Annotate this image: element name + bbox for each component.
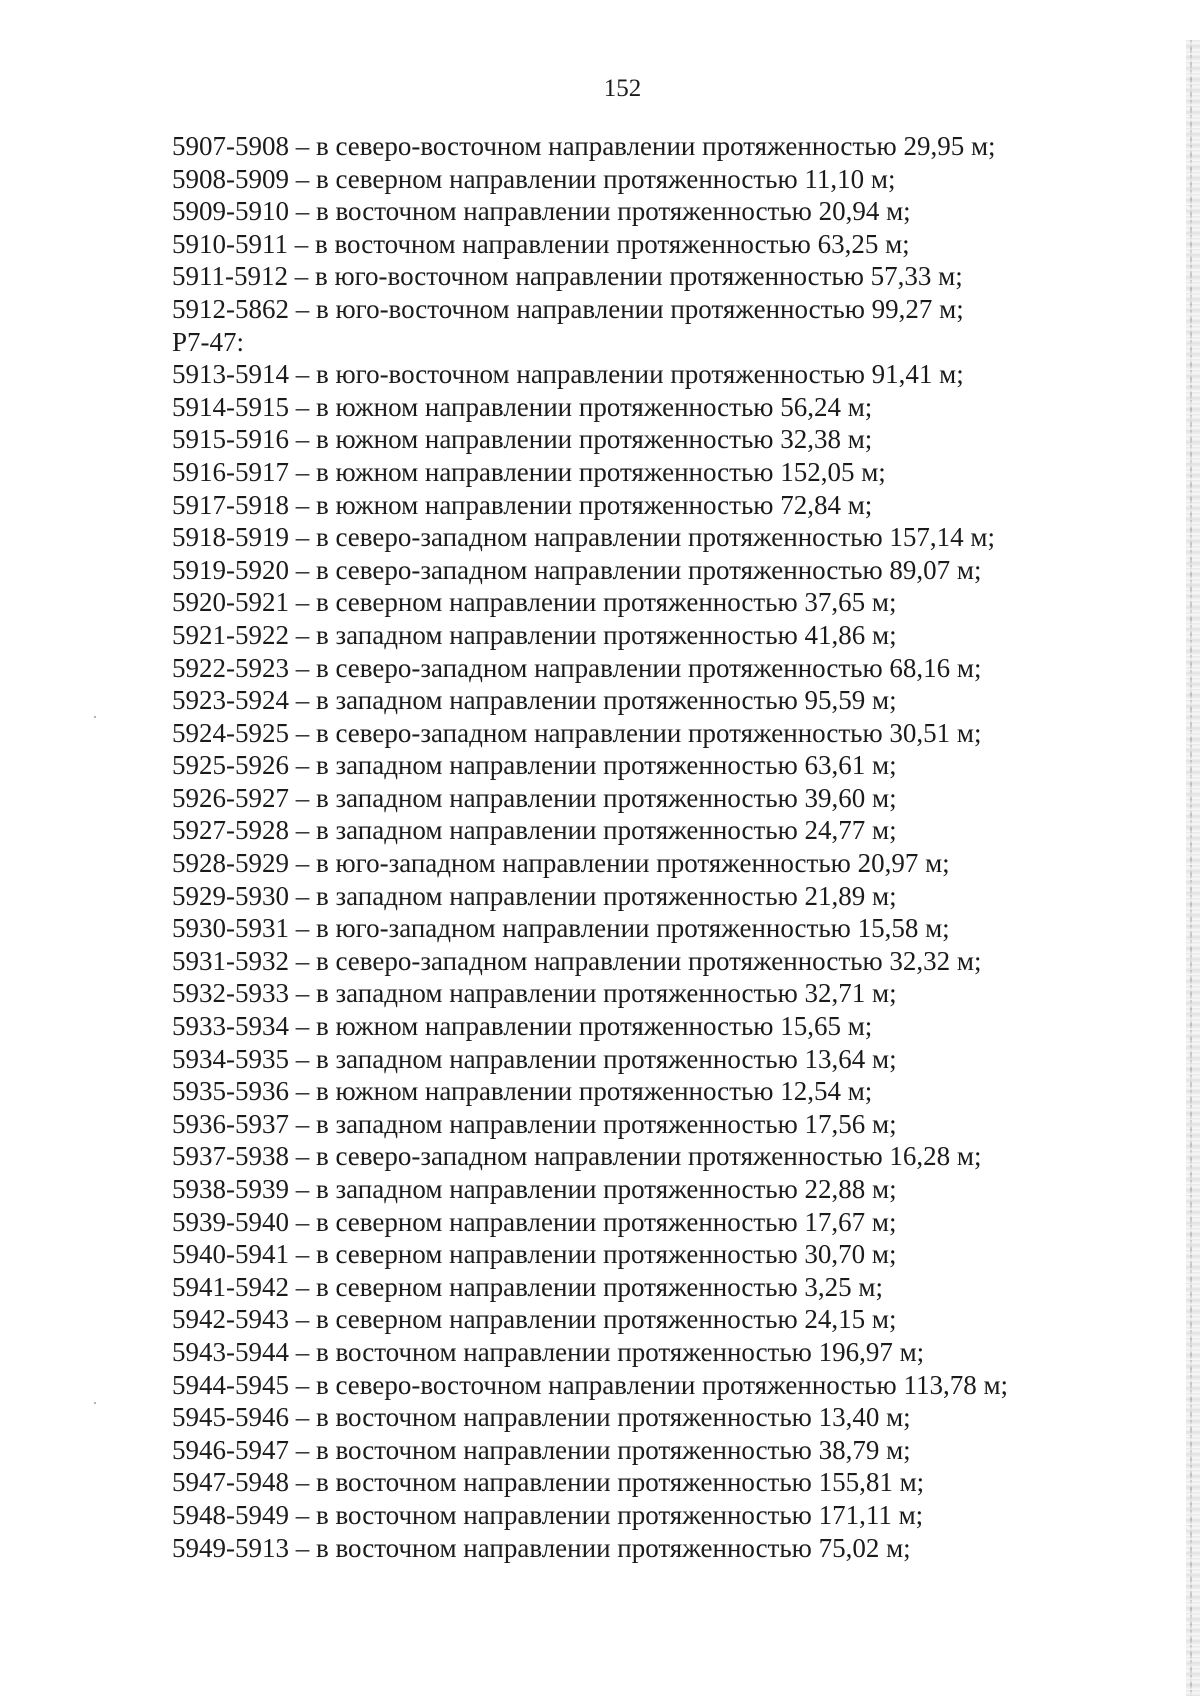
- section-heading: Р7-47:: [172, 326, 245, 357]
- boundary-segment-line: 5943-5944 – в восточном направлении протяженностью 196,97 м;: [172, 1336, 925, 1367]
- boundary-segment-line: 5909-5910 – в восточном направлении протяженностью 20,94 м;: [172, 196, 911, 227]
- boundary-segment-line: 5927-5928 – в западном направлении протяженностью 24,77 м;: [172, 815, 897, 846]
- boundary-segment-line: 5946-5947 – в восточном направлении протяженностью 38,79 м;: [172, 1434, 911, 1465]
- boundary-segment-line: 5915-5916 – в южном направлении протяженностью 32,38 м;: [172, 424, 873, 455]
- boundary-segment-line: 5947-5948 – в восточном направлении протяженностью 155,81 м;: [172, 1467, 925, 1498]
- boundary-segment-line: 5924-5925 – в северо-западном направлении протяженностью 30,51 м;: [172, 717, 982, 748]
- boundary-segment-line: 5920-5921 – в северном направлении протяженностью 37,65 м;: [172, 587, 897, 618]
- scan-speck: [94, 716, 96, 718]
- boundary-segment-line: 5914-5915 – в южном направлении протяженностью 56,24 м;: [172, 391, 873, 422]
- boundary-segment-line: 5937-5938 – в северо-западном направлении протяженностью 16,28 м;: [172, 1141, 982, 1172]
- boundary-segment-line: 5917-5918 – в южном направлении протяженностью 72,84 м;: [172, 489, 873, 520]
- boundary-segment-line: 5918-5919 – в северо-западном направлении протяженностью 157,14 м;: [172, 522, 995, 553]
- boundary-segment-line: 5940-5941 – в северном направлении протяженностью 30,70 м;: [172, 1239, 897, 1270]
- boundary-segment-line: 5938-5939 – в западном направлении протяженностью 22,88 м;: [172, 1174, 897, 1204]
- boundary-segment-line: 5928-5929 – в юго-западном направлении протяженностью 20,97 м;: [172, 848, 950, 879]
- boundary-segment-line: 5949-5913 – в восточном направлении протяженностью 75,02 м;: [172, 1532, 911, 1563]
- boundary-segment-line: 5911-5912 – в юго-восточном направлении протяженностью 57,33 м;: [172, 261, 963, 292]
- boundary-segment-line: 5926-5927 – в западном направлении протяженностью 39,60 м;: [172, 782, 897, 813]
- scan-speck: [94, 1402, 96, 1404]
- boundary-segment-line: 5925-5926 – в западном направлении протяженностью 63,61 м;: [172, 750, 897, 781]
- page-number: 152: [603, 75, 642, 102]
- boundary-segment-line: 5948-5949 – в восточном направлении протяженностью 171,11 м;: [172, 1499, 924, 1530]
- scan-edge-artifact: [1186, 40, 1200, 1696]
- boundary-segment-line: 5929-5930 – в западном направлении протяженностью 21,89 м;: [172, 880, 897, 911]
- boundary-segment-line: 5923-5924 – в западном направлении протяженностью 95,59 м;: [172, 685, 897, 716]
- boundary-segment-line: 5934-5935 – в западном направлении протяженностью 13,64 м;: [172, 1043, 897, 1074]
- boundary-segment-line: 5933-5934 – в южном направлении протяженностью 15,65 м;: [172, 1011, 873, 1042]
- boundary-segment-line: 5936-5937 – в западном направлении протяженностью 17,56 м;: [172, 1108, 897, 1139]
- boundary-segment-line: 5930-5931 – в юго-западном направлении протяженностью 15,58 м;: [172, 913, 950, 944]
- boundary-segment-line: 5944-5945 – в северо-восточном направлении протяженностью 113,78 м;: [172, 1369, 1009, 1400]
- boundary-segment-line: 5919-5920 – в северо-западном направлении протяженностью 89,07 м;: [172, 554, 982, 585]
- boundary-segment-line: 5910-5911 – в восточном направлении протяженностью 63,25 м;: [172, 228, 910, 259]
- boundary-segment-line: 5931-5932 – в северо-западном направлении протяженностью 32,32 м;: [172, 945, 982, 976]
- boundary-segment-line: 5913-5914 – в юго-восточном направлении протяженностью 91,41 м;: [172, 359, 964, 390]
- boundary-segment-line: 5942-5943 – в северном направлении протяженностью 24,15 м;: [172, 1304, 897, 1335]
- boundary-segment-line: 5908-5909 – в северном направлении протяженностью 11,10 м;: [172, 163, 896, 194]
- boundary-segment-line: 5916-5917 – в южном направлении протяженностью 152,05 м;: [172, 456, 886, 487]
- boundary-segment-line: 5907-5908 – в северо-восточном направлении протяженностью 29,95 м;: [172, 131, 996, 161]
- boundary-segment-line: 5932-5933 – в западном направлении протяженностью 32,71 м;: [172, 978, 897, 1009]
- boundary-segment-line: 5912-5862 – в юго-восточном направлении протяженностью 99,27 м;: [172, 293, 964, 324]
- boundary-segment-line: 5941-5942 – в северном направлении протяженностью 3,25 м;: [172, 1271, 884, 1302]
- boundary-segment-line: 5945-5946 – в восточном направлении протяженностью 13,40 м;: [172, 1402, 911, 1433]
- boundary-segment-line: 5921-5922 – в западном направлении протяженностью 41,86 м;: [172, 619, 897, 650]
- boundary-segment-line: 5922-5923 – в северо-западном направлении протяженностью 68,16 м;: [172, 652, 982, 683]
- boundary-segment-line: 5935-5936 – в южном направлении протяженностью 12,54 м;: [172, 1076, 873, 1107]
- boundary-description-list: [172, 130, 1072, 1564]
- boundary-segment-line: 5939-5940 – в северном направлении протяженностью 17,67 м;: [172, 1206, 897, 1237]
